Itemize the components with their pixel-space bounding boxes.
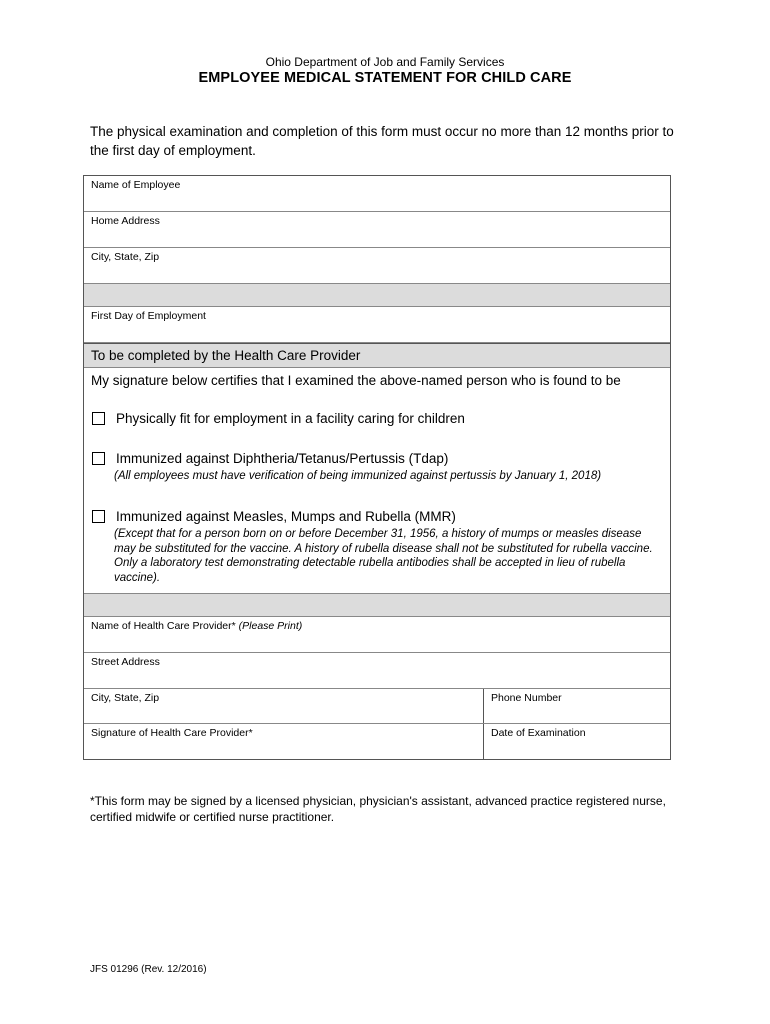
provider-name-text: Name of Health Care Provider* <box>91 620 236 632</box>
intro-text: The physical examination and completion of this form must occur no more than 12 months prior to the first day of employment. <box>90 124 674 158</box>
tdap-note: (All employees must have verification of being immunized against pertussis by January 1, 2018) <box>114 470 602 482</box>
signature-label: Signature of Health Care Provider* <box>91 727 253 739</box>
street-address-label: Street Address <box>91 656 160 668</box>
fit-checkbox-item[interactable] <box>92 411 465 426</box>
employee-name-label: Name of Employee <box>91 179 181 191</box>
form-title: EMPLOYEE MEDICAL STATEMENT FOR CHILD CARE <box>198 70 572 86</box>
home-address-label: Home Address <box>91 215 160 227</box>
mmr-checkbox[interactable] <box>92 510 105 523</box>
provider-name-field[interactable] <box>84 617 670 653</box>
tdap-checkbox[interactable] <box>92 452 105 465</box>
home-address-field[interactable] <box>84 212 670 248</box>
exam-date-label: Date of Examination <box>491 727 586 739</box>
provider-city-phone-row <box>84 689 670 724</box>
phone-field[interactable] <box>484 689 670 723</box>
first-day-label: First Day of Employment <box>91 310 206 322</box>
shaded-divider <box>84 284 670 307</box>
provider-city-field[interactable] <box>84 689 484 723</box>
signature-date-row <box>84 724 670 759</box>
employee-name-field[interactable] <box>84 176 670 212</box>
mmr-label: Immunized against Measles, Mumps and Rubella (MMR) <box>116 509 456 524</box>
form-number: JFS 01296 (Rev. 12/2016) <box>90 964 207 975</box>
provider-name-label <box>84 617 670 632</box>
tdap-label: Immunized against Diphtheria/Tetanus/Pertussis (Tdap) <box>116 451 449 466</box>
provider-city-label: City, State, Zip <box>91 692 160 704</box>
signature-field[interactable] <box>84 724 484 759</box>
first-day-field[interactable] <box>84 307 670 343</box>
phone-label: Phone Number <box>491 692 562 704</box>
medical-statement-form <box>83 175 671 760</box>
exam-date-field[interactable] <box>484 724 670 759</box>
tdap-checkbox-item[interactable] <box>92 451 670 466</box>
provider-name-hint: (Please Print) <box>238 620 303 632</box>
certification-block <box>84 368 670 594</box>
fit-label: Physically fit for employment in a facility caring for children <box>116 411 465 426</box>
provider-section-heading: To be completed by the Health Care Provider <box>84 343 670 368</box>
signer-footnote: *This form may be signed by a licensed physician, physician's assistant, advanced practice registered nurse, certified midwife or certified nurse practitioner. <box>90 794 666 824</box>
fit-checkbox[interactable] <box>92 412 105 425</box>
shaded-divider <box>84 594 670 617</box>
certification-statement: My signature below certifies that I examined the above-named person who is found to be <box>91 373 621 388</box>
agency-name: Ohio Department of Job and Family Services <box>265 55 505 69</box>
mmr-note: (Except that for a person born on or before December 31, 1956, a history of mumps or measles disease may be substituted for the vaccine. A history of rubella disease shall not be substituted for rubella vaccine. Only a laboratory test demonstrating detectable rubella antibodies shall be accepted in lieu of rubella vaccine). <box>114 528 653 584</box>
employee-city-field[interactable] <box>84 248 670 284</box>
mmr-checkbox-item[interactable] <box>92 509 670 524</box>
street-address-field[interactable] <box>84 653 670 689</box>
employee-city-label: City, State, Zip <box>91 251 160 263</box>
